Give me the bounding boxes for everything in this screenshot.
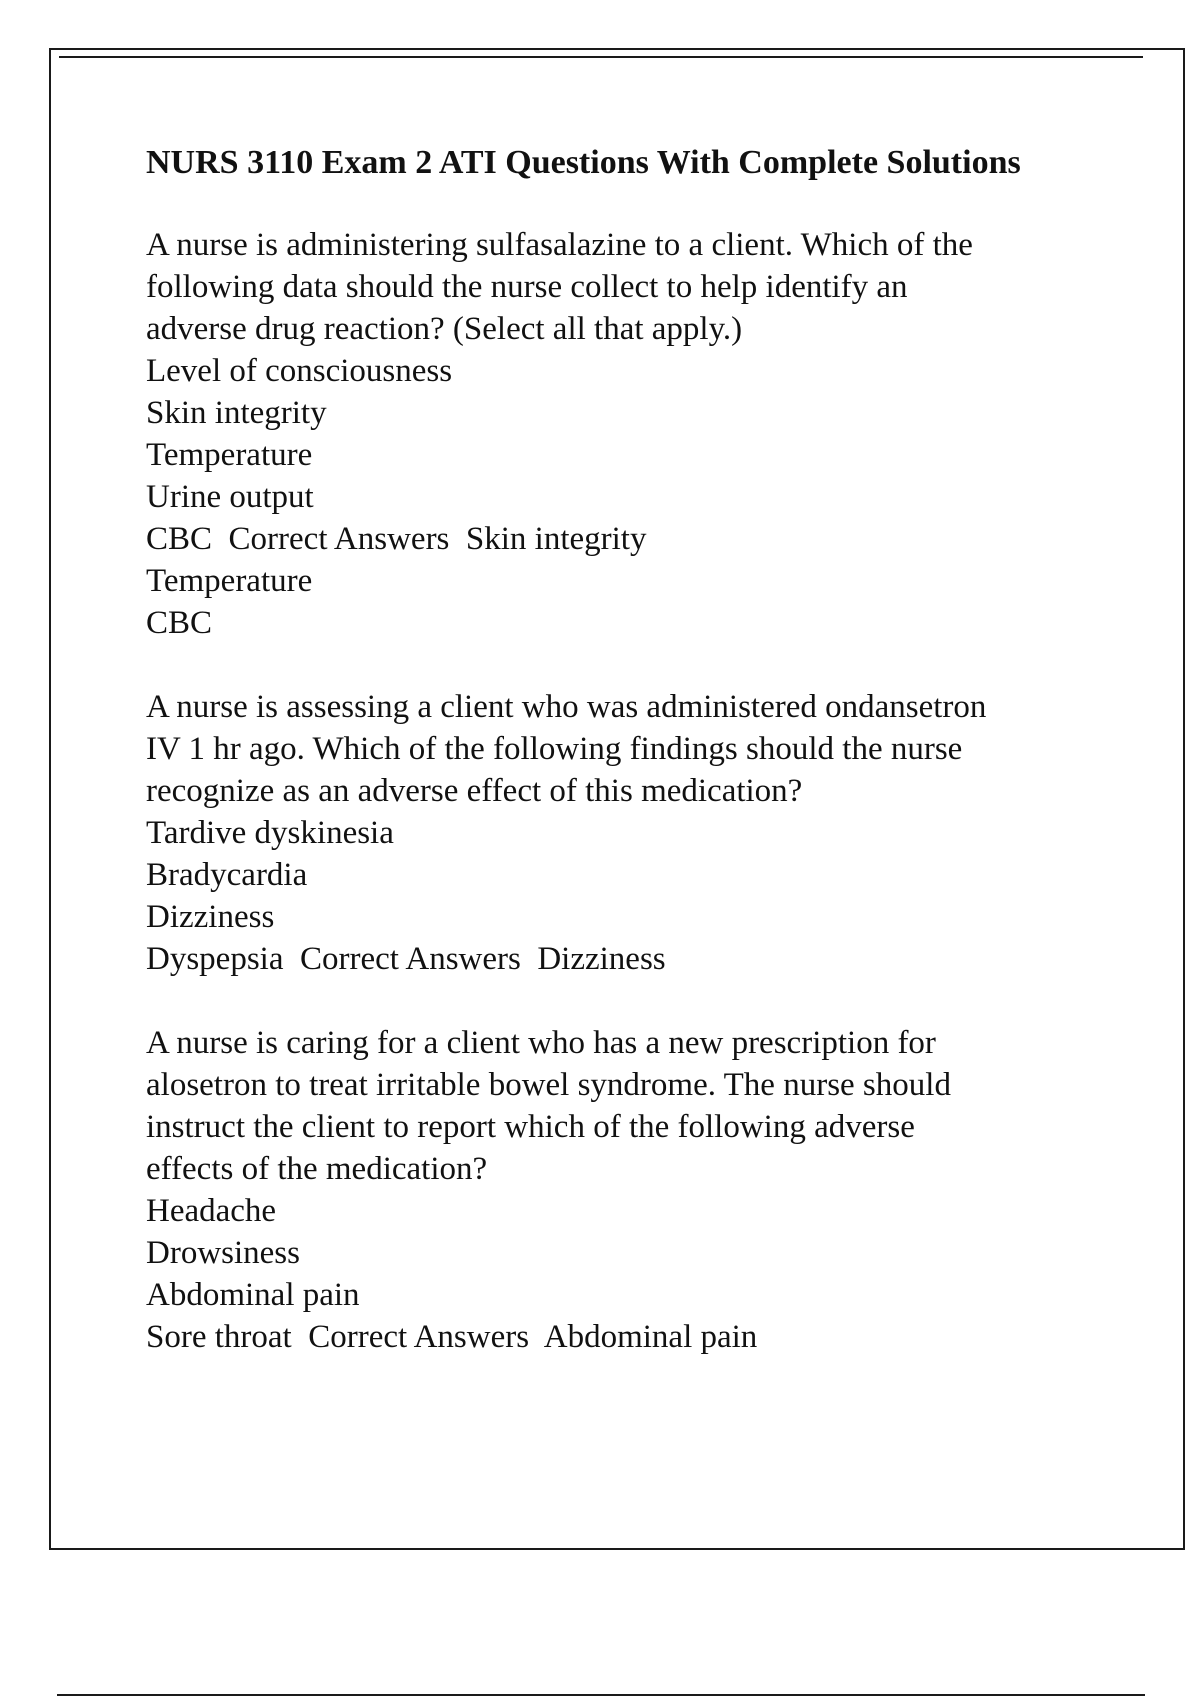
question-stem (146, 224, 1106, 350)
option-line: Headache (146, 1193, 277, 1229)
stem-line: effects of the medication? (146, 1151, 488, 1187)
option-line: Bradycardia (146, 857, 308, 893)
option-line: Urine output (146, 479, 314, 515)
question-1 (146, 224, 1106, 644)
option-line: Skin integrity (146, 395, 327, 431)
option-line: CBC (146, 605, 213, 641)
option-line: Dizziness (146, 899, 275, 935)
question-2 (146, 686, 1106, 980)
option-line: Drowsiness (146, 1235, 300, 1271)
stem-line: following data should the nurse collect to help identify an (146, 269, 908, 305)
stem-line: adverse drug reaction? (Select all that apply.) (146, 311, 743, 347)
stem-line: A nurse is assessing a client who was administered ondansetron (146, 689, 987, 725)
top-rule (59, 56, 1143, 58)
answer-options (146, 1190, 1106, 1358)
stem-line: recognize as an adverse effect of this medication? (146, 773, 803, 809)
document-title: NURS 3110 Exam 2 ATI Questions With Complete Solutions (146, 144, 1021, 181)
option-line: CBC Correct Answers Skin integrity (146, 521, 647, 557)
option-line: Sore throat Correct Answers Abdominal pain (146, 1319, 758, 1355)
stem-line: A nurse is caring for a client who has a new prescription for (146, 1025, 936, 1061)
stem-line: IV 1 hr ago. Which of the following findings should the nurse (146, 731, 963, 767)
document-body (146, 142, 1106, 1400)
option-line: Level of consciousness (146, 353, 453, 389)
stem-line: alosetron to treat irritable bowel syndrome. The nurse should (146, 1067, 951, 1103)
answer-options (146, 812, 1106, 980)
option-line: Temperature (146, 437, 313, 473)
option-line: Abdominal pain (146, 1277, 360, 1313)
question-stem (146, 686, 1106, 812)
stem-line: instruct the client to report which of the following adverse (146, 1109, 915, 1145)
question-3 (146, 1022, 1106, 1358)
stem-line: A nurse is administering sulfasalazine to a client. Which of the (146, 227, 973, 263)
option-line: Dyspepsia Correct Answers Dizziness (146, 941, 666, 977)
option-line: Tardive dyskinesia (146, 815, 394, 851)
option-line: Temperature (146, 563, 313, 599)
question-stem (146, 1022, 1106, 1190)
bottom-rule (57, 1694, 1145, 1696)
answer-options (146, 350, 1106, 644)
